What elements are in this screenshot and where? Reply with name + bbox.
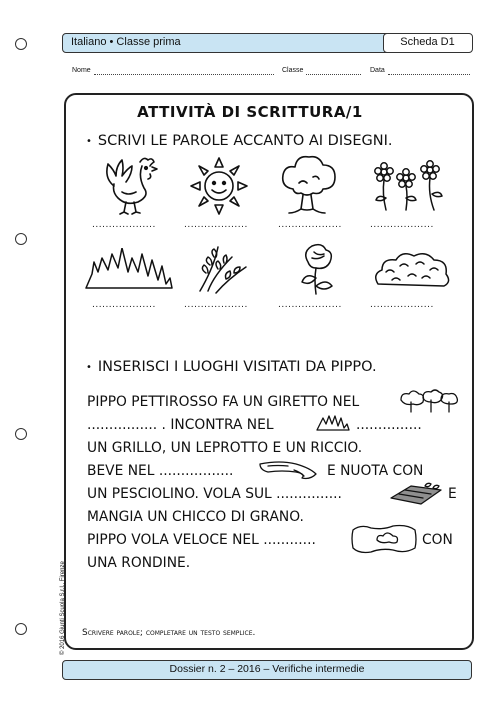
story-line-blank[interactable]: ............... [356,417,422,433]
binder-hole [15,428,27,440]
story-line: PIPPO VOLA VELOCE NEL ............ [87,532,316,548]
exercise-caption: Scrivere parole; completare un testo semplice. [82,628,256,638]
binder-hole [15,233,27,245]
story-line: UN PESCIOLINO. VOLA SUL ............... [87,486,342,502]
story-line: E [448,486,457,502]
section1-instruction-text: SCRIVI LE PAROLE ACCANTO AI DISEGNI. [97,133,393,149]
section2-instruction [86,359,377,375]
name-field[interactable] [72,67,274,75]
worksheet-id-tab: Scheda D1 [383,33,473,53]
flowers-icon [370,158,450,214]
meadow-icon [315,414,351,432]
page-title: ATTIVITÀ DI SCRITTURA/1 [137,103,363,121]
story-line: UNA RONDINE. [87,555,191,571]
answer-blank[interactable]: ................... [184,300,248,310]
class-label: Classe [282,67,304,74]
binder-hole [15,38,27,50]
date-field[interactable] [370,67,470,75]
grass-icon [84,248,176,292]
flower-icon [292,242,338,296]
rooster-icon [100,152,164,216]
bullet: • [86,135,92,147]
worksheet-footer: Dossier n. 2 – 2016 – Verifiche intermedie [62,660,472,680]
sun-icon [188,155,250,217]
header-subject: Italiano • Classe prima [71,36,181,48]
story-line: E NUOTA CON [327,463,424,479]
answer-blank[interactable]: ................... [370,300,434,310]
class-field[interactable] [282,67,361,75]
date-label: Data [370,67,385,74]
story-line: BEVE NEL ................. [87,463,234,479]
student-info-fields [64,67,472,81]
wheat-icon [196,243,252,295]
story-line: CON [422,532,453,548]
answer-blank[interactable]: ................... [92,220,156,230]
name-label: Nome [72,67,91,74]
wheat-field-icon [389,480,443,506]
answer-blank[interactable]: ................... [278,220,342,230]
stream-icon [256,458,320,486]
section1-instruction [86,133,392,149]
answer-blank[interactable]: ................... [370,220,434,230]
section2-instruction-text: INSERISCI I LUOGHI VISITATI DA PIPPO. [97,359,377,375]
bullet: • [86,361,92,373]
forest-icon [397,388,459,414]
worksheet-header [62,33,472,53]
story-line: PIPPO PETTIROSSO FA UN GIRETTO NEL [87,394,360,410]
story-line: ................ . INCONTRA NEL [87,417,274,433]
tree-icon [275,153,341,217]
story-line: MANGIA UN CHICCO DI GRANO. [87,509,304,525]
binder-hole [15,623,27,635]
bush-icon [372,250,454,290]
sky-icon [349,522,419,556]
copyright-notice: © 2016 Giunti Scuola S.r.l., Firenze [60,561,66,655]
answer-blank[interactable]: ................... [92,300,156,310]
answer-blank[interactable]: ................... [278,300,342,310]
story-line: UN GRILLO, UN LEPROTTO E UN RICCIO. [87,440,363,456]
answer-blank[interactable]: ................... [184,220,248,230]
